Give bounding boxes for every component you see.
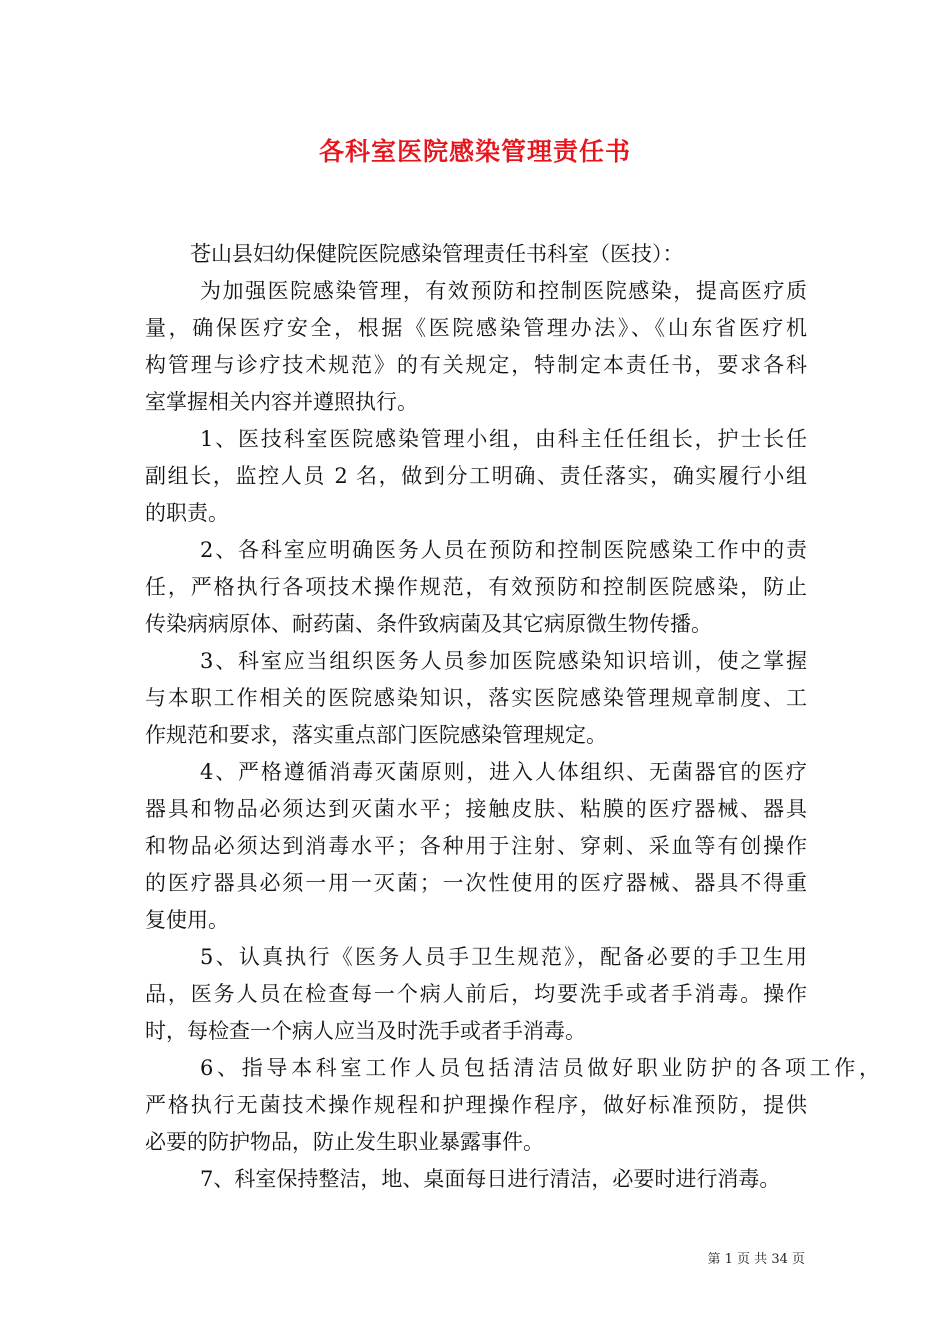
- paragraph-line: 传染病病原体、耐药菌、条件致病菌及其它病原微生物传播。: [145, 612, 712, 636]
- paragraph-line: 任，严格执行各项技术操作规范，有效预防和控制医院感染，防止: [145, 575, 807, 599]
- paragraph-line: 6、指导本科室工作人员包括清洁员做好职业防护的各项工作，: [200, 1056, 880, 1080]
- paragraph-line: 副组长，监控人员 2 名，做到分工明确、责任落实，确实履行小组: [145, 464, 807, 488]
- paragraph-line: 的职责。: [145, 501, 229, 525]
- page-number: 第 1 页 共 34 页: [707, 1252, 805, 1267]
- paragraph-line: 必要的防护物品，防止发生职业暴露事件。: [145, 1130, 544, 1154]
- paragraph: [145, 273, 807, 421]
- paragraph-line: 的医疗器具必须一用一灭菌；一次性使用的医疗器械、器具不得重: [145, 871, 807, 895]
- paragraph-line: 1、医技科室医院感染管理小组，由科主任任组长，护士长任: [200, 427, 807, 451]
- document-title: 各科室医院感染管理责任书: [318, 137, 631, 166]
- paragraph-line: 室掌握相关内容并遵照执行。: [145, 390, 418, 414]
- paragraph-line: 3、科室应当组织医务人员参加医院感染知识培训，使之掌握: [200, 649, 807, 673]
- paragraph: [145, 421, 807, 532]
- paragraph: [145, 1050, 880, 1161]
- paragraph-line: 时，每检查一个病人应当及时洗手或者手消毒。: [145, 1019, 586, 1043]
- salutation: 苍山县妇幼保健院医院感染管理责任书科室（医技）：: [190, 242, 684, 266]
- paragraph: [145, 1161, 807, 1198]
- paragraph: [145, 939, 807, 1050]
- paragraph-line: 作规范和要求，落实重点部门医院感染管理规定。: [145, 723, 607, 747]
- paragraph-line: 为加强医院感染管理，有效预防和控制医院感染，提高医疗质: [200, 279, 807, 303]
- paragraphs: [145, 273, 880, 1198]
- paragraph-line: 7、科室保持整洁，地、桌面每日进行清洁，必要时进行消毒。: [200, 1167, 781, 1191]
- paragraph: [145, 643, 807, 754]
- paragraph-line: 构管理与诊疗技术规范》的有关规定，特制定本责任书，要求各科: [145, 353, 807, 377]
- paragraph-line: 5、认真执行《医务人员手卫生规范》，配备必要的手卫生用: [200, 945, 807, 969]
- paragraph-line: 4、严格遵循消毒灭菌原则，进入人体组织、无菌器官的医疗: [200, 760, 807, 784]
- paragraph-line: 和物品必须达到消毒水平；各种用于注射、穿刺、采血等有创操作: [145, 834, 807, 858]
- paragraph-line: 器具和物品必须达到灭菌水平；接触皮肤、粘膜的医疗器械、器具: [145, 797, 807, 821]
- paragraph-line: 与本职工作相关的医院感染知识，落实医院感染管理规章制度、工: [145, 686, 807, 710]
- document-body: [145, 236, 880, 1198]
- paragraph: [145, 754, 807, 939]
- paragraph-line: 量，确保医疗安全，根据《医院感染管理办法》、《山东省医疗机: [145, 316, 807, 340]
- paragraph-line: 严格执行无菌技术操作规程和护理操作程序，做好标准预防，提供: [145, 1093, 807, 1117]
- paragraph-line: 复使用。: [145, 908, 229, 932]
- paragraph-line: 品，医务人员在检查每一个病人前后，均要洗手或者手消毒。操作: [145, 982, 807, 1006]
- paragraph-line: 2、各科室应明确医务人员在预防和控制医院感染工作中的责: [200, 538, 807, 562]
- paragraph: [145, 532, 807, 643]
